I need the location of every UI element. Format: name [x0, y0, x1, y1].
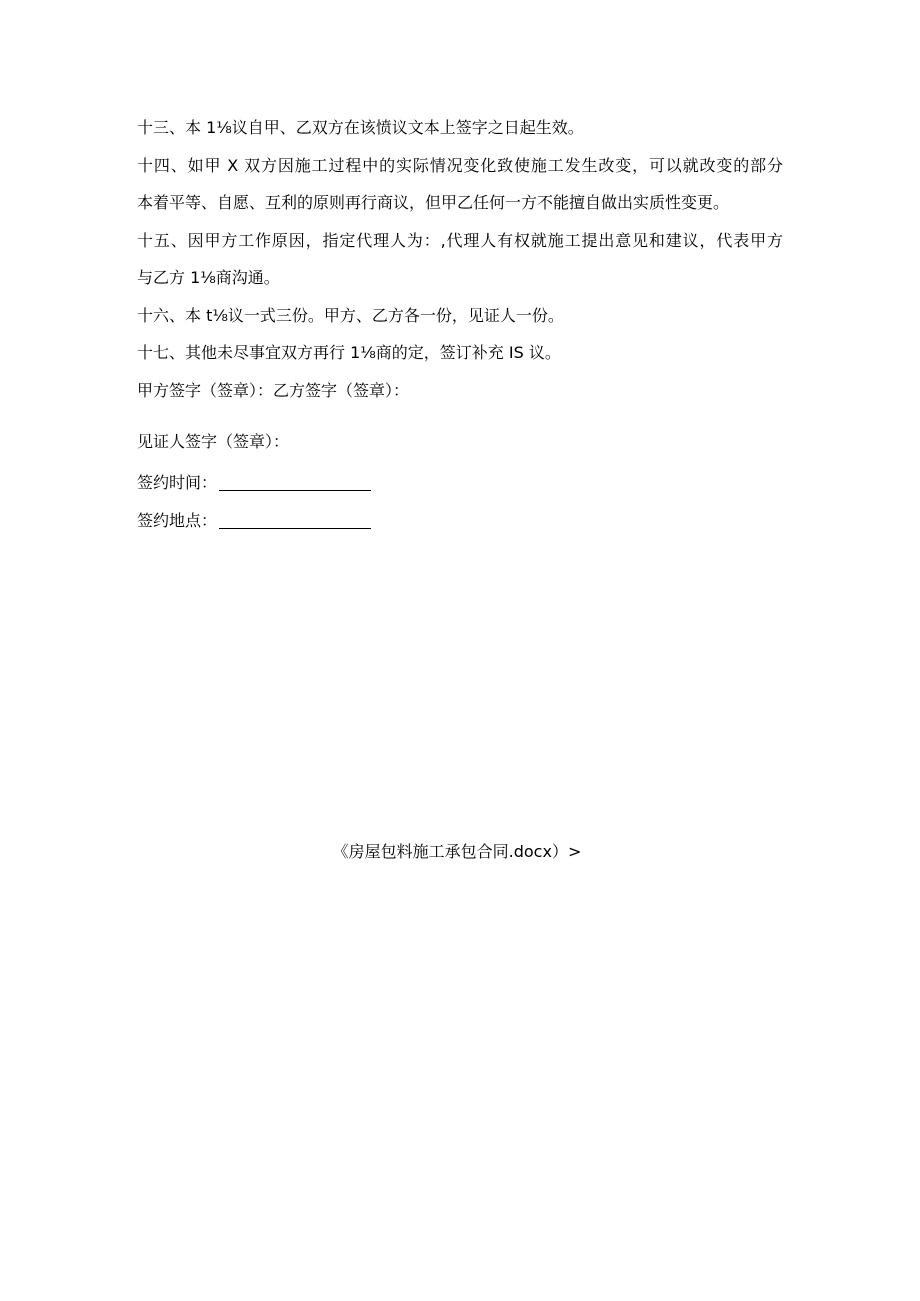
signing-date-label: 签约时间： — [137, 473, 218, 492]
witness-signature: 见证人签字（签章）： — [137, 432, 290, 451]
signing-place-label: 签约地点： — [137, 511, 218, 530]
clause-14-line-2: 本着平等、自愿、互利的原则再行商议，但甲乙任何一方不能擅自做出实质性变更。 — [137, 193, 730, 212]
signing-place-blank — [219, 511, 371, 529]
clause-15-line-1: 十五、因甲方工作原因，指定代理人为：,代理人有权就施工提出意见和建议，代表甲方 — [137, 231, 783, 250]
party-signatures: 甲方签字（签章）：乙方签字（签章）： — [137, 381, 410, 400]
signing-place-row — [137, 511, 371, 531]
signing-date-blank — [219, 473, 371, 491]
clause-17-line-1: 十七、其他未尽事宜双方再行 1⅛商的定，签订补充 IS 议。 — [137, 343, 561, 362]
clause-13-line-1: 十三、本 1⅛议自甲、乙双方在该愤议文本上签字之日起生效。 — [137, 118, 584, 137]
clause-16-line-1: 十六、本 t⅛议一式三份。甲方、乙方各一份，见证人一份。 — [137, 306, 564, 325]
clause-15-line-2: 与乙方 1⅛商沟通。 — [137, 268, 280, 287]
clause-14-line-1: 十四、如甲 X 双方因施工过程中的实际情况变化致使施工发生改变，可以就改变的部分 — [137, 156, 783, 175]
signing-date-row — [137, 473, 371, 493]
footer-filename: 《房屋包料施工承包合同.docx）> — [332, 842, 582, 861]
document-footer — [0, 842, 920, 862]
